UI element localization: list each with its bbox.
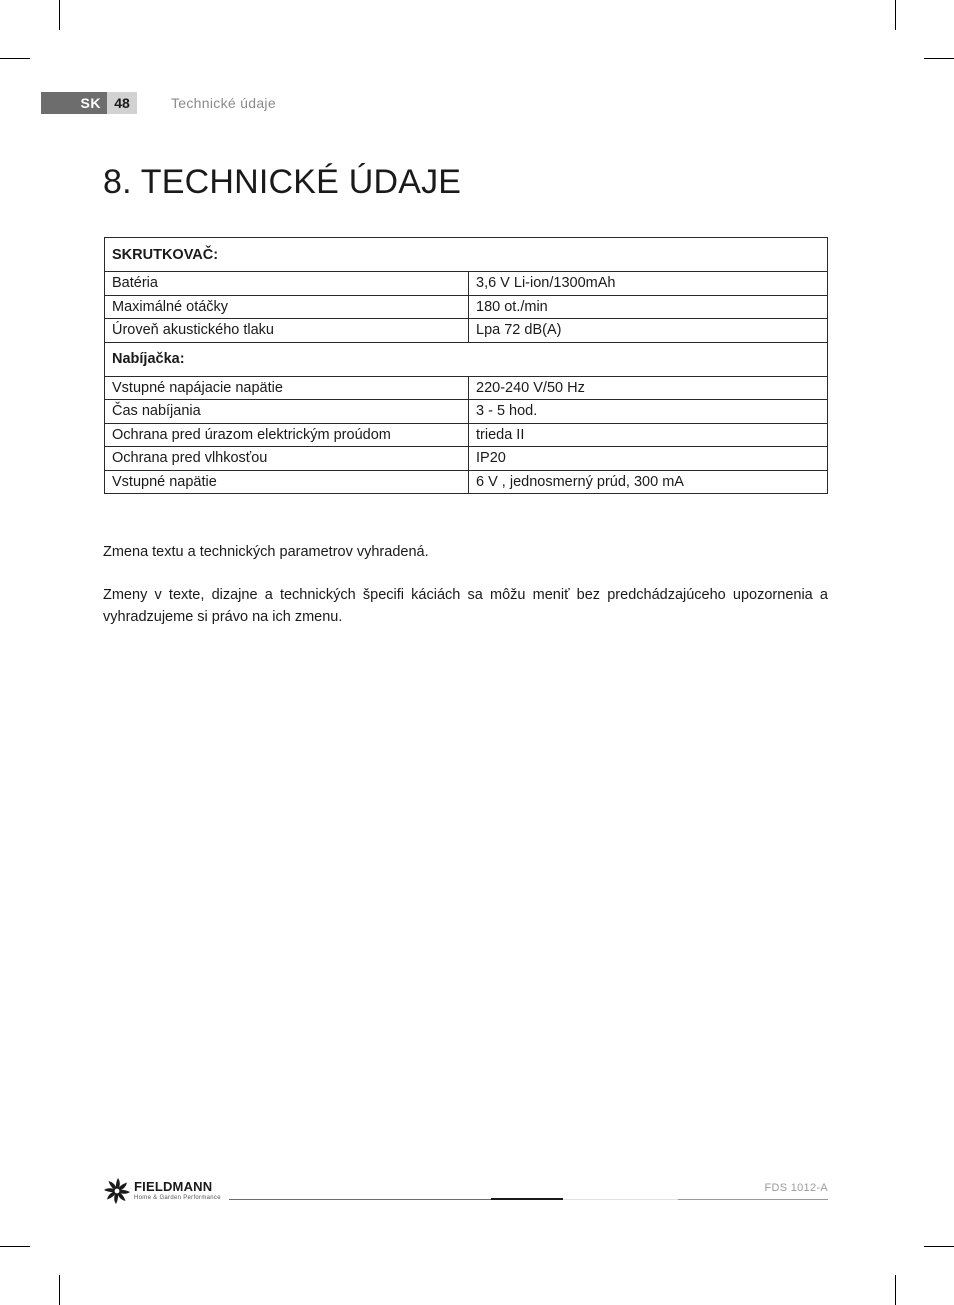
table-row <box>105 272 828 296</box>
table-row <box>105 295 828 319</box>
footer-rule-mid <box>678 1199 828 1200</box>
crop-mark <box>895 0 896 30</box>
row-value: 6 V , jednosmerný prúd, 300 mA <box>469 470 828 494</box>
note-reserved-changes: Zmena textu a technických parametrov vyhradená. <box>103 544 429 560</box>
row-value: 180 ot./min <box>469 295 828 319</box>
table-section-heading <box>105 342 828 376</box>
row-label: Vstupné napájacie napätie <box>105 376 469 400</box>
row-label: Ochrana pred úrazom elektrickým proúdom <box>105 423 469 447</box>
crop-mark <box>924 1246 954 1247</box>
table-row <box>105 470 828 494</box>
table-row <box>105 447 828 471</box>
running-title: Technické údaje <box>171 95 276 111</box>
row-value: trieda II <box>469 423 828 447</box>
row-label: Úroveň akustického tlaku <box>105 319 469 343</box>
footer-rule-accent <box>491 1198 563 1200</box>
row-value: 3,6 V Li-ion/1300mAh <box>469 272 828 296</box>
brand-name: FIELDMANN <box>134 1179 213 1194</box>
language-tag: SK <box>41 92 107 114</box>
fan-flower-icon <box>103 1177 131 1205</box>
page-title: 8. TECHNICKÉ ÚDAJE <box>103 163 462 201</box>
row-label: Vstupné napätie <box>105 470 469 494</box>
row-value: Lpa 72 dB(A) <box>469 319 828 343</box>
row-value: IP20 <box>469 447 828 471</box>
section-heading-screwdriver: SKRUTKOVAČ: <box>105 238 828 272</box>
table-row <box>105 423 828 447</box>
table-row <box>105 400 828 424</box>
row-label: Batéria <box>105 272 469 296</box>
spec-table <box>104 237 828 494</box>
brand-logo <box>103 1177 221 1205</box>
section-heading-charger: Nabíjačka: <box>105 342 828 376</box>
row-value: 220-240 V/50 Hz <box>469 376 828 400</box>
row-label: Ochrana pred vlhkosťou <box>105 447 469 471</box>
page-number: 48 <box>107 92 137 114</box>
row-value: 3 - 5 hod. <box>469 400 828 424</box>
model-code: FDS 1012-A <box>764 1182 828 1194</box>
brand-tagline: Home & Garden Performance <box>134 1195 221 1201</box>
footer-rule-light <box>563 1199 678 1200</box>
crop-mark <box>59 0 60 30</box>
crop-mark <box>0 58 30 59</box>
table-row <box>105 376 828 400</box>
table-row <box>105 319 828 343</box>
footer-rule-dark <box>229 1199 491 1200</box>
row-label: Čas nabíjania <box>105 400 469 424</box>
row-label: Maximálné otáčky <box>105 295 469 319</box>
page-header <box>41 92 137 114</box>
crop-mark <box>0 1246 30 1247</box>
table-section-heading <box>105 238 828 272</box>
crop-mark <box>895 1275 896 1305</box>
note-disclaimer: Zmeny v texte, dizajne a technických špecifi káciách sa môžu meniť bez predchádzajúceho upozornenia a vyhradzujeme si právo na ich zmenu. <box>103 587 828 625</box>
crop-mark <box>59 1275 60 1305</box>
crop-mark <box>924 58 954 59</box>
